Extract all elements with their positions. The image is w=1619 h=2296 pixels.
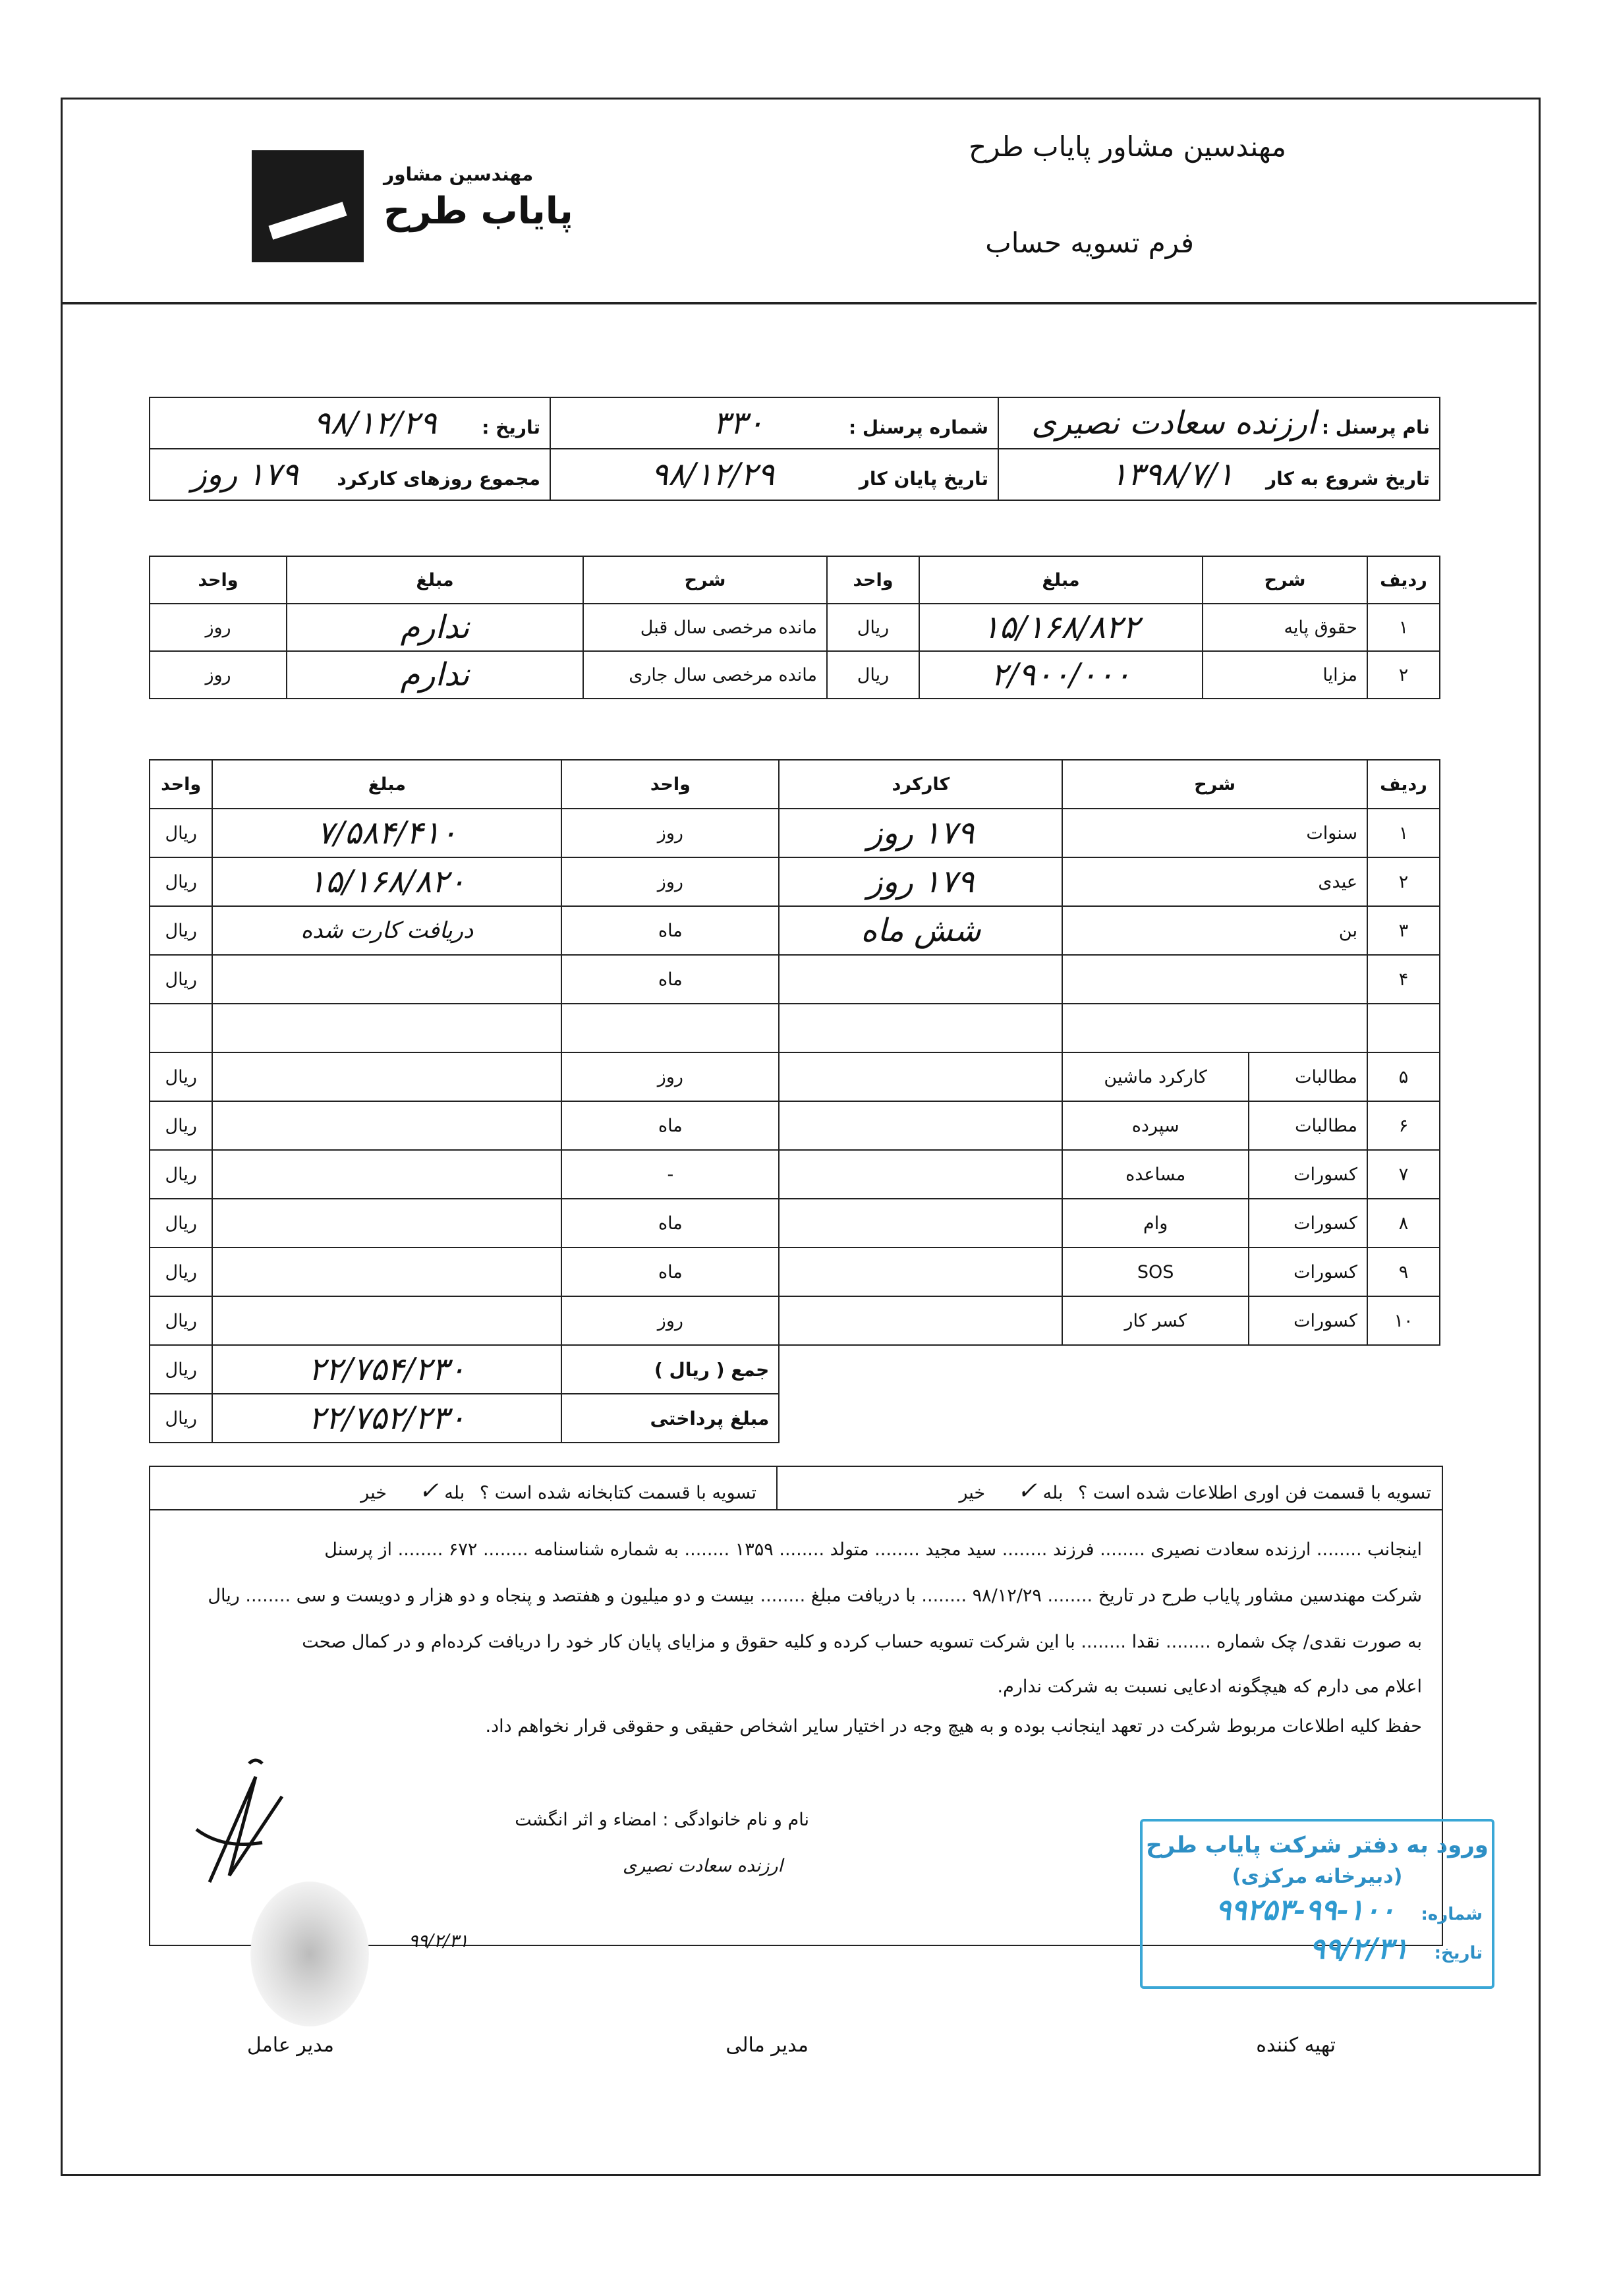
row-unit2: ریال bbox=[150, 1296, 212, 1345]
row-category: کسورات bbox=[1249, 1248, 1367, 1296]
end-date-label: تاریخ پایان کار bbox=[859, 468, 988, 490]
table-row bbox=[150, 857, 1440, 906]
table-row bbox=[150, 1248, 1440, 1296]
date-cell bbox=[150, 397, 550, 449]
row-category: مطالبات bbox=[1249, 1101, 1367, 1150]
row-idx: ۱۰ bbox=[1367, 1296, 1440, 1345]
row-desc: سنوات bbox=[1062, 809, 1367, 857]
row-idx: ۷ bbox=[1367, 1150, 1440, 1199]
name-label: نام پرسنل : bbox=[1321, 416, 1430, 438]
col-header-amount2: مبلغ bbox=[287, 556, 583, 604]
company-logo bbox=[252, 150, 588, 262]
col-header-idx: ردیف bbox=[1367, 556, 1440, 604]
table-row bbox=[150, 1101, 1440, 1150]
stamp-number-label: شماره: bbox=[1421, 1905, 1483, 1924]
settlement-questions bbox=[150, 1467, 1442, 1510]
total-unit: ریال bbox=[150, 1345, 212, 1394]
preparer-label: تهیه کننده bbox=[1256, 2034, 1336, 2057]
stamp-subtitle: (دبیرخانه مرکزی) bbox=[1232, 1865, 1403, 1888]
signature-label: نام و نام خانوادگی : امضاء و اثر انگشت bbox=[515, 1810, 809, 1830]
signature-name: ارزنده سعادت نصیری bbox=[623, 1856, 783, 1876]
row-unit: - bbox=[561, 1150, 779, 1199]
row-amount: ۲/۹۰۰/۰۰۰ bbox=[919, 651, 1203, 699]
row-desc: سپرده bbox=[1062, 1101, 1249, 1150]
start-date-label: تاریخ شروع به کار bbox=[1266, 468, 1430, 490]
paid-label: مبلغ پرداختی bbox=[561, 1394, 779, 1443]
stamp-date-label: تاریخ: bbox=[1434, 1943, 1483, 1963]
row-unit: روز bbox=[561, 1052, 779, 1101]
table-row bbox=[150, 1150, 1440, 1199]
row-desc: مزایا bbox=[1203, 651, 1367, 699]
col-header-unit2: واحد bbox=[150, 760, 212, 809]
start-date-value: ۱۳۹۸/۷/۱ bbox=[1110, 456, 1234, 493]
row-idx: ۵ bbox=[1367, 1052, 1440, 1101]
signature-scribble-icon bbox=[183, 1750, 295, 1902]
end-date-value: ۹۸/۱۲/۲۹ bbox=[651, 456, 775, 493]
table-row bbox=[150, 604, 1440, 651]
row-idx: ۹ bbox=[1367, 1248, 1440, 1296]
row-amount2: ندارم bbox=[287, 651, 583, 699]
col-header-work: کارکرد bbox=[779, 760, 1062, 809]
question-it bbox=[959, 1478, 1431, 1505]
col-header-desc2: شرح bbox=[583, 556, 827, 604]
finance-manager-label: مدیر مالی bbox=[725, 2034, 809, 2057]
row-idx: ۱ bbox=[1367, 809, 1440, 857]
stamp-number-value: ۱۰۰-۹۹-۹۹۲۵۳ bbox=[1215, 1893, 1396, 1927]
row-amount: دریافت کارت شده bbox=[212, 906, 561, 955]
fingerprint-icon bbox=[250, 1881, 369, 2026]
yes-option[interactable]: بله bbox=[1042, 1483, 1064, 1503]
col-header-unit2: واحد bbox=[150, 556, 287, 604]
date-value: ۹۸/۱۲/۲۹ bbox=[313, 405, 437, 442]
row-unit: ریال bbox=[827, 651, 919, 699]
row-idx: ۳ bbox=[1367, 906, 1440, 955]
row-desc: حقوق پایه bbox=[1203, 604, 1367, 651]
row-unit2: روز bbox=[150, 604, 287, 651]
row-unit2: روز bbox=[150, 651, 287, 699]
row-category: کسورات bbox=[1249, 1296, 1367, 1345]
total-days-label: مجموع روزهای کارکرد bbox=[337, 468, 540, 490]
question-it-text: تسویه با قسمت فن اوری اطلاعات شده است ؟ bbox=[1078, 1483, 1431, 1503]
row-desc: وام bbox=[1062, 1199, 1249, 1248]
row-desc2: مانده مرخصی سال قبل bbox=[583, 604, 827, 651]
check-mark-icon: ✓ bbox=[418, 1478, 439, 1505]
row-amount2: ندارم bbox=[287, 604, 583, 651]
logo-mark-icon bbox=[252, 150, 364, 262]
row-unit2: ریال bbox=[150, 1199, 212, 1248]
personnel-no-cell bbox=[550, 397, 998, 449]
total-days-value: ۱۷۹ روز bbox=[191, 456, 298, 493]
table-row bbox=[150, 1052, 1440, 1101]
row-unit: ماه bbox=[561, 1199, 779, 1248]
signature-date: ۹۹/۲/۳۱ bbox=[409, 1931, 469, 1951]
row-desc: مساعده bbox=[1062, 1150, 1249, 1199]
check-mark-icon: ✓ bbox=[1017, 1478, 1037, 1505]
total-days-cell bbox=[150, 449, 550, 500]
row-idx: ۲ bbox=[1367, 651, 1440, 699]
row-work bbox=[779, 955, 1062, 1004]
row-unit: ماه bbox=[561, 906, 779, 955]
row-unit: روز bbox=[561, 1296, 779, 1345]
statement-line-1: اینجانب ........ ارزنده سعادت نصیری ........ فرزند ........ سید مجید ........ متولد ........ ۱۳۵۹ ........ به شماره شناسنامه ........ ۶۷۲ ........ از پرسنل bbox=[324, 1539, 1422, 1560]
stamp-date-row bbox=[1143, 1932, 1492, 1966]
row-idx: ۴ bbox=[1367, 955, 1440, 1004]
col-header-unit: واحد bbox=[561, 760, 779, 809]
date-label: تاریخ : bbox=[482, 416, 540, 438]
row-unit: ماه bbox=[561, 1248, 779, 1296]
salary-leave-table bbox=[149, 556, 1440, 699]
stamp-date-value: ۹۹/۲/۳۱ bbox=[1309, 1932, 1409, 1966]
total-label: جمع ( ریال ) bbox=[561, 1345, 779, 1394]
paid-value: ۲۲/۷۵۲/۲۳۰ bbox=[212, 1394, 561, 1443]
question-library-text: تسویه با قسمت کتابخانه شده است ؟ bbox=[479, 1483, 756, 1503]
row-amount bbox=[212, 955, 561, 1004]
col-header-unit: واحد bbox=[827, 556, 919, 604]
row-amount: ۷/۵۸۴/۴۱۰ bbox=[212, 809, 561, 857]
col-header-idx: ردیف bbox=[1367, 760, 1440, 809]
row-unit: روز bbox=[561, 809, 779, 857]
no-option[interactable]: خیر bbox=[959, 1483, 986, 1503]
col-header-desc: شرح bbox=[1062, 760, 1367, 809]
row-work: ۱۷۹ روز bbox=[779, 857, 1062, 906]
row-desc: عیدی bbox=[1062, 857, 1367, 906]
table-row bbox=[150, 809, 1440, 857]
row-unit2: ریال bbox=[150, 857, 212, 906]
logo-big-text: پایاب طرح bbox=[383, 190, 573, 233]
personnel-no-label: شماره پرسنل : bbox=[848, 416, 988, 438]
yes-option[interactable]: بله bbox=[444, 1483, 465, 1503]
statement-line-4: اعلام می دارم که هیچگونه ادعایی نسبت به شرکت ندارم. bbox=[997, 1677, 1422, 1697]
row-category: کسورات bbox=[1249, 1150, 1367, 1199]
form-header bbox=[61, 98, 1537, 304]
table-row bbox=[150, 906, 1440, 955]
registration-stamp bbox=[1140, 1819, 1494, 1989]
row-unit2: ریال bbox=[150, 955, 212, 1004]
row-unit2: ریال bbox=[150, 1052, 212, 1101]
question-divider bbox=[776, 1467, 778, 1509]
statement-line-2: شرکت مهندسین مشاور پایاب طرح در تاریخ ........ ۹۸/۱۲/۲۹ ........ با دریافت مبلغ ........ بیست و دو میلیون و هفتصد و پنجاه و دو هزار و دویست و سی ........ ریال bbox=[208, 1586, 1422, 1606]
row-unit2: ریال bbox=[150, 1150, 212, 1199]
stamp-number-row bbox=[1143, 1893, 1492, 1927]
stamp-title: ورود به دفتر شرکت پایاب طرح bbox=[1146, 1832, 1489, 1858]
row-unit2: ریال bbox=[150, 809, 212, 857]
statement-line-5: حفظ کلیه اطلاعات مربوط شرکت در تعهد اینجانب بوده و به هیچ وجه در اختیار سایر اشخاص حقیقی و حقوقی قرار نخواهم داد. bbox=[485, 1716, 1422, 1736]
row-amount: ۱۵/۱۶۸/۸۲۰ bbox=[212, 857, 561, 906]
row-work: شش ماه bbox=[779, 906, 1062, 955]
row-desc: کارکرد ماشین bbox=[1062, 1052, 1249, 1101]
table-row bbox=[150, 955, 1440, 1004]
paid-row bbox=[150, 1394, 1440, 1443]
no-option[interactable]: خیر bbox=[360, 1483, 387, 1503]
row-unit2: ریال bbox=[150, 1248, 212, 1296]
col-header-desc: شرح bbox=[1203, 556, 1367, 604]
personnel-info-table bbox=[149, 397, 1440, 501]
name-cell bbox=[998, 397, 1440, 449]
row-unit: روز bbox=[561, 857, 779, 906]
paid-unit: ریال bbox=[150, 1394, 212, 1443]
total-value: ۲۲/۷۵۴/۲۳۰ bbox=[212, 1345, 561, 1394]
settlement-table bbox=[149, 759, 1440, 1443]
row-idx: ۶ bbox=[1367, 1101, 1440, 1150]
row-idx: ۱ bbox=[1367, 604, 1440, 651]
logo-small-text: مهندسین مشاور bbox=[383, 163, 534, 185]
personnel-no-value: ۳۳۰ bbox=[713, 405, 764, 442]
company-name: مهندسین مشاور پایاب طرح bbox=[968, 130, 1286, 163]
form-title: فرم تسویه حساب bbox=[985, 227, 1194, 259]
col-header-amount: مبلغ bbox=[919, 556, 1203, 604]
row-idx: ۲ bbox=[1367, 857, 1440, 906]
row-work: ۱۷۹ روز bbox=[779, 809, 1062, 857]
row-unit2: ریال bbox=[150, 1101, 212, 1150]
question-library bbox=[360, 1478, 756, 1505]
row-unit: ماه bbox=[561, 1101, 779, 1150]
row-category: کسورات bbox=[1249, 1199, 1367, 1248]
row-desc2: مانده مرخصی سال جاری bbox=[583, 651, 827, 699]
row-unit: ریال bbox=[827, 604, 919, 651]
table-row bbox=[150, 1296, 1440, 1345]
table-row bbox=[150, 651, 1440, 699]
row-unit2: ریال bbox=[150, 906, 212, 955]
row-desc: بن bbox=[1062, 906, 1367, 955]
statement-line-3: به صورت نقدی/ چک شماره ........ نقدا ........ با این شرکت تسویه حساب کرده و کلیه حقوق و مزایای پایان کار خود را دریافت کرده‌ام و در کمال صحت bbox=[302, 1632, 1422, 1652]
table-row bbox=[150, 1199, 1440, 1248]
col-header-amount: مبلغ bbox=[212, 760, 561, 809]
ceo-label: مدیر عامل bbox=[246, 2034, 334, 2057]
row-category: مطالبات bbox=[1249, 1052, 1367, 1101]
row-desc: SOS bbox=[1062, 1248, 1249, 1296]
start-date-cell bbox=[998, 449, 1440, 500]
row-amount: ۱۵/۱۶۸/۸۲۲ bbox=[919, 604, 1203, 651]
table-spacer-row bbox=[150, 1004, 1440, 1052]
row-desc: کسر کار bbox=[1062, 1296, 1249, 1345]
name-value: ارزنده سعادت نصیری bbox=[1031, 405, 1317, 442]
end-date-cell bbox=[550, 449, 998, 500]
row-idx: ۸ bbox=[1367, 1199, 1440, 1248]
total-row bbox=[150, 1345, 1440, 1394]
row-desc bbox=[1062, 955, 1367, 1004]
row-unit: ماه bbox=[561, 955, 779, 1004]
